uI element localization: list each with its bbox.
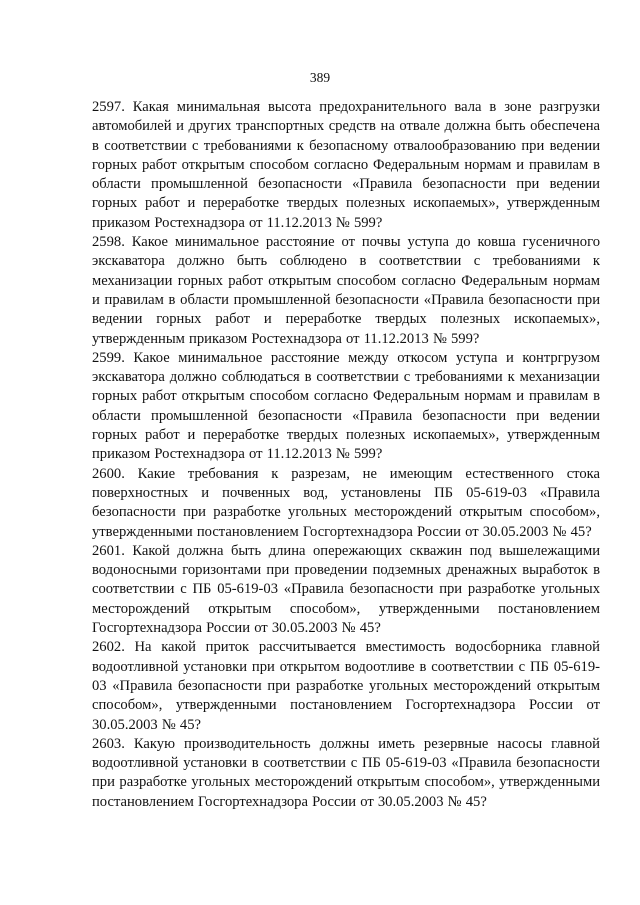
question-2603: 2603. Какую производительность должны иметь резервные насосы главной водоотливной установки в соответствии с ПБ 05-619-03 «Правила безопасности при разработке угольных месторождений открытым способом», утвержденными постановлением Госгортехнадзора России от 30.05.2003 № 45?	[92, 735, 600, 810]
question-2600: 2600. Какие требования к разрезам, не имеющим естественного стока поверхностных и почвенных вод, установлены ПБ 05-619-03 «Правила безопасности при разработке угольных месторождений открытым способом», утвержденными постановлением Госгортехнадзора России от 30.05.2003 № 45?	[92, 465, 600, 540]
page-number: 389	[309, 70, 331, 85]
question-2602: 2602. На какой приток рассчитывается вместимость водосборника главной водоотливной установки при открытом водоотливе в соответствии с ПБ 05-619-03 «Правила безопасности при разработке угольных месторождений открытым способом», утвержденными постановлением Госгортехнадзора России от 30.05.2003 № 45?	[92, 639, 600, 733]
question-2597: 2597. Какая минимальная высота предохранительного вала в зоне разгрузки автомобилей и других транспортных средств на отвале должна быть обеспечена в соответствии с требованиями к безопасному отвалообразованию при ведении горных работ открытым способом согласно Федеральным нормам и правилам в области промышленной безопасности «Правила безопасности при ведении горных работ и переработке твердых полезных ископаемых», утвержденным приказом Ростехнадзора от 11.12.2013 № 599?	[92, 99, 600, 231]
question-2598: 2598. Какое минимальное расстояние от почвы уступа до ковша гусеничного экскаватора должно быть соблюдено в соответствии с требованиями к механизации горных работ открытым способом согласно Федеральным нормам и правилам в области промышленной безопасности «Правила безопасности при ведении горных работ и переработке твердых полезных ископаемых», утвержденным приказом Ростехнадзора от 11.12.2013 № 599?	[92, 234, 600, 347]
question-2601: 2601. Какой должна быть длина опережающих скважин под вышележащими водоносными горизонтами при проведении подземных дренажных выработок в соответствии с ПБ 05-619-03 «Правила безопасности при разработке угольных месторождений открытым способом», утвержденными постановлением Госгортехнадзора России от 30.05.2003 № 45?	[92, 542, 600, 637]
question-2599: 2599. Какое минимальное расстояние между откосом уступа и контргрузом экскаватора должно соблюдаться в соответствии с требованиями к механизации горных работ открытым способом согласно Федеральным нормам и правилам в области промышленной безопасности «Правила безопасности при ведении горных работ и переработке твердых полезных ископаемых», утвержденным приказом Ростехнадзора от 11.12.2013 № 599?	[92, 349, 600, 463]
question-list	[92, 98, 600, 812]
